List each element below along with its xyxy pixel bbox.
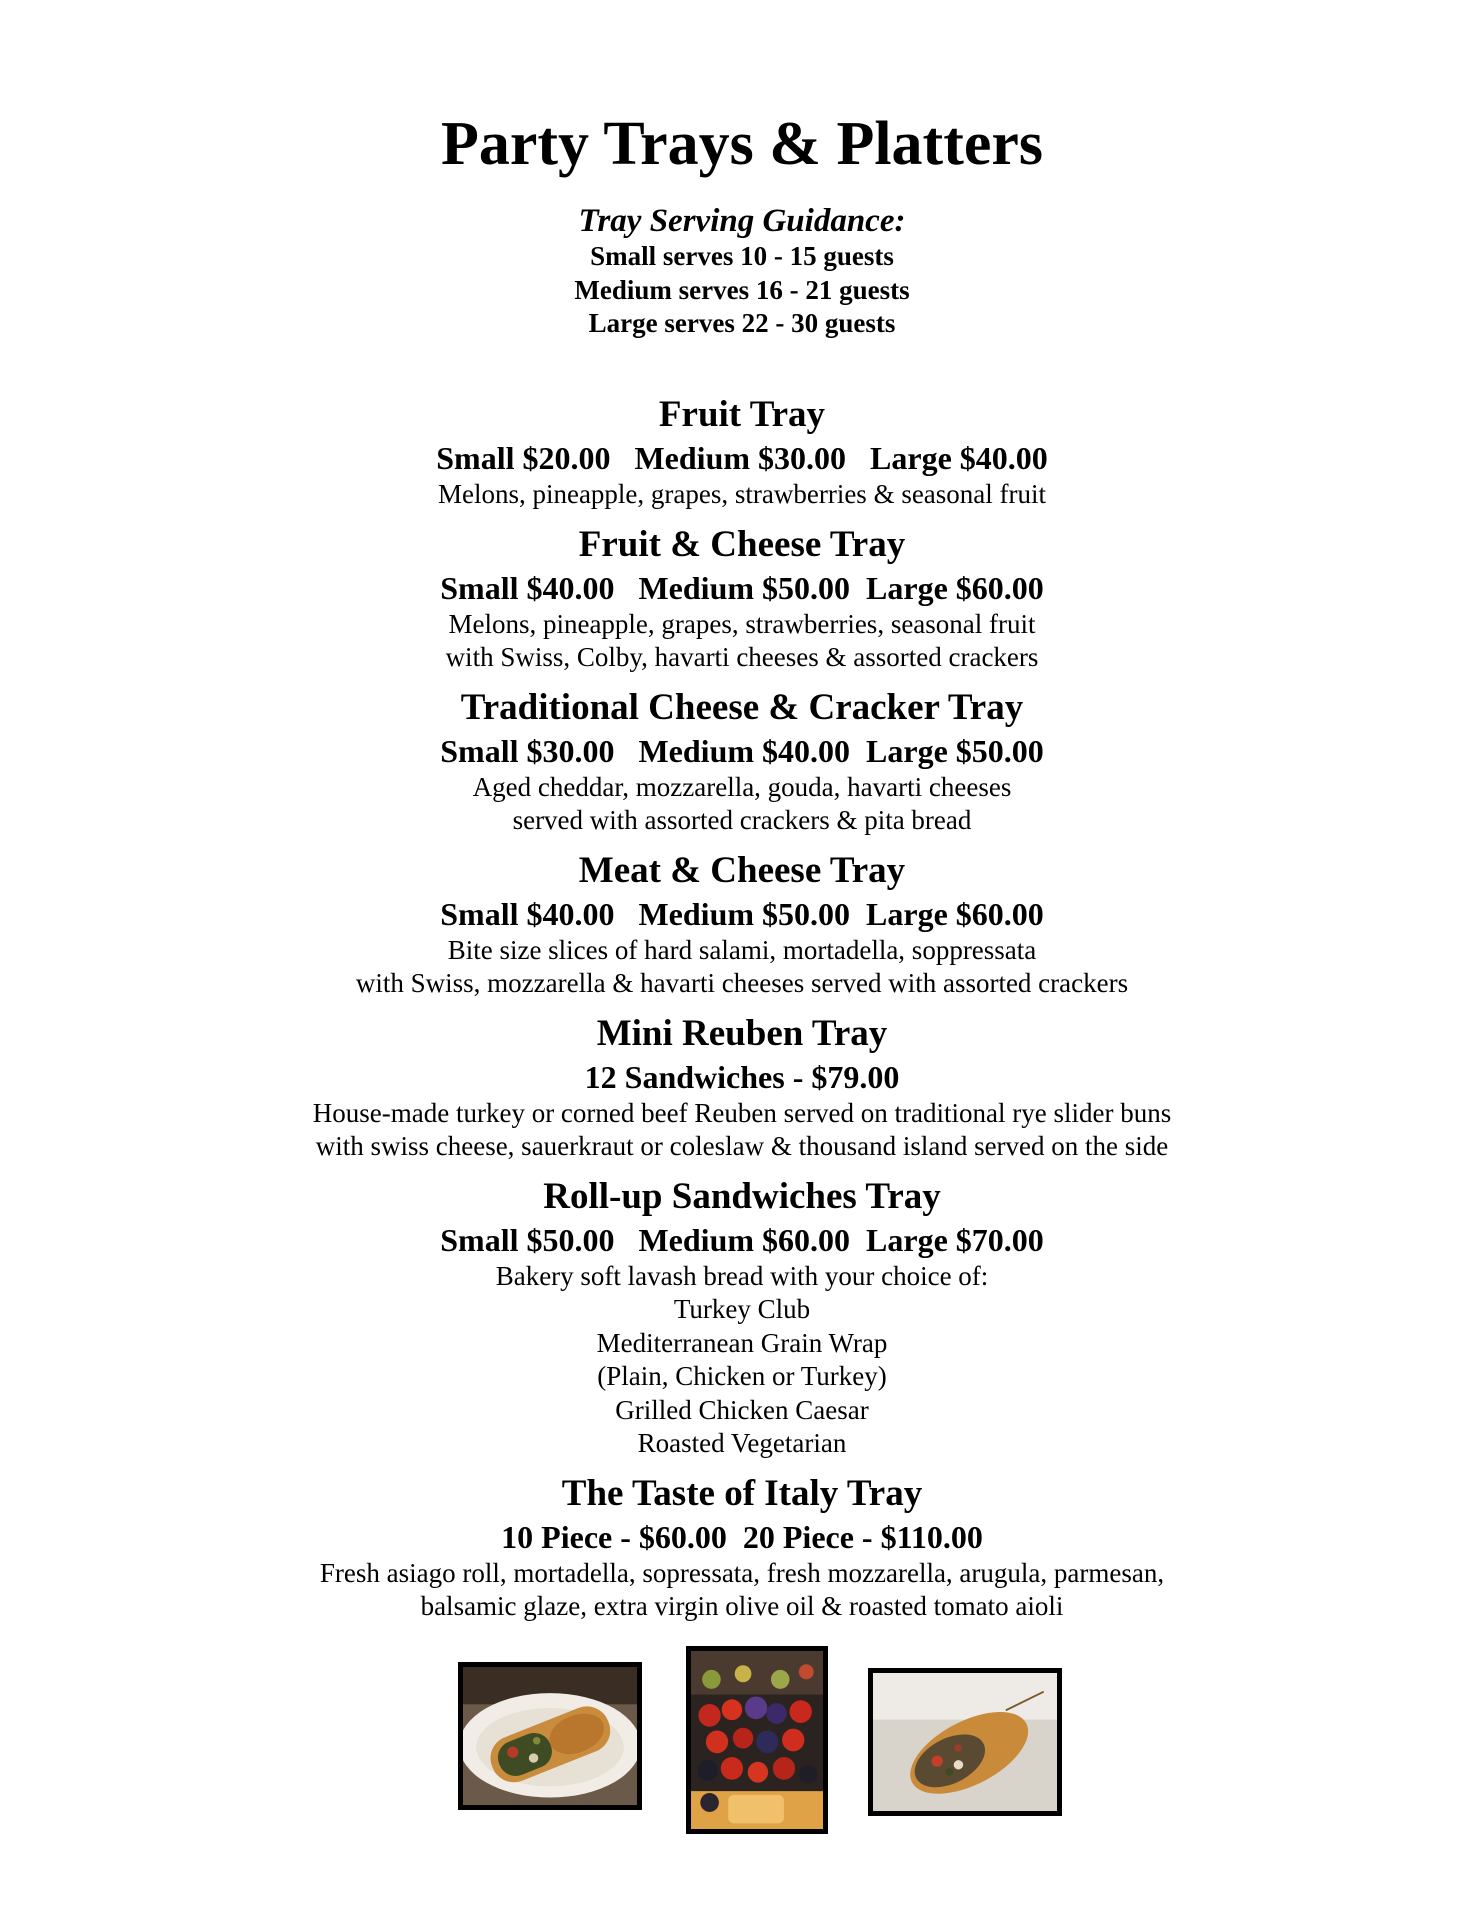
tray-description: House-made turkey or corned beef Reuben served on traditional rye slider buns [312,1097,1172,1128]
tray-price: Small $40.00 Medium $50.00 Large $60.00 [440,569,1044,606]
tray-price: Small $40.00 Medium $50.00 Large $60.00 [440,895,1044,932]
tray-description: Bakery soft lavash bread with your choice of: [495,1260,989,1291]
tray-taste-of-italy [0,1471,1484,1624]
tray-meat-cheese [0,848,1484,1001]
tray-price: Small $30.00 Medium $40.00 Large $50.00 [440,732,1044,769]
tray-price: Small $20.00 Medium $30.00 Large $40.00 [436,440,1048,476]
page-title: Party Trays & Platters [440,110,1044,178]
tray-description: Bite size slices of hard salami, mortadella, soppressata [447,934,1037,965]
tray-name: Fruit & Cheese Tray [578,523,906,565]
tray-description: Aged cheddar, mozzarella, gouda, havarti cheeses [472,771,1012,802]
tray-description: with swiss cheese, sauerkraut or coleslaw & thousand island served on the side [315,1131,1169,1161]
guidance-line-large: Large serves 22 - 30 guests [588,308,896,338]
tray-price: 10 Piece - $60.00 20 Piece - $110.00 [501,1518,983,1555]
wrap-half-photo [868,1668,1062,1816]
tray-list [0,392,1484,1634]
tray-mini-reuben [0,1011,1484,1164]
tray-name: The Taste of Italy Tray [561,1472,923,1514]
tray-fruit-cheese [0,522,1484,675]
tray-description: Fresh asiago roll, mortadella, sopressata, fresh mozzarella, arugula, parmesan, [319,1557,1165,1588]
tray-option: Turkey Club [673,1294,811,1324]
tray-option: (Plain, Chicken or Turkey) [597,1361,887,1391]
fruit-platter-photo [686,1646,828,1834]
tray-name: Roll-up Sandwiches Tray [543,1175,941,1217]
tray-name: Meat & Cheese Tray [578,849,906,891]
tray-description: Melons, pineapple, grapes, strawberries, seasonal fruit [448,608,1036,639]
tray-option: Roasted Vegetarian [637,1428,847,1458]
tray-option: Grilled Chicken Caesar [615,1394,869,1425]
tray-description: with Swiss, Colby, havarti cheeses & assorted crackers [445,642,1039,672]
tray-name: Traditional Cheese & Cracker Tray [460,686,1024,728]
tray-fruit [0,392,1484,512]
tray-price: Small $50.00 Medium $60.00 Large $70.00 [440,1221,1044,1258]
tray-price: 12 Sandwiches - $79.00 [584,1058,900,1095]
tray-name: Fruit Tray [658,394,826,435]
serving-guidance [0,202,1484,341]
tray-cheese-cracker [0,685,1484,838]
tray-roll-up [0,1174,1484,1461]
tray-name: Mini Reuben Tray [596,1012,888,1054]
tray-description: with Swiss, mozzarella & havarti cheeses served with assorted crackers [355,968,1129,998]
guidance-line-medium: Medium serves 16 - 21 guests [574,274,910,305]
tray-description: served with assorted crackers & pita bread [512,805,972,835]
guidance-title: Tray Serving Guidance: [578,203,906,239]
guidance-line-small: Small serves 10 - 15 guests [590,241,894,271]
tray-option: Mediterranean Grain Wrap [596,1327,888,1358]
tray-description: Melons, pineapple, grapes, strawberries & seasonal fruit [437,479,1047,509]
tray-description: balsamic glaze, extra virgin olive oil & roasted tomato aioli [420,1591,1064,1621]
wrap-on-plate-photo [458,1662,642,1810]
